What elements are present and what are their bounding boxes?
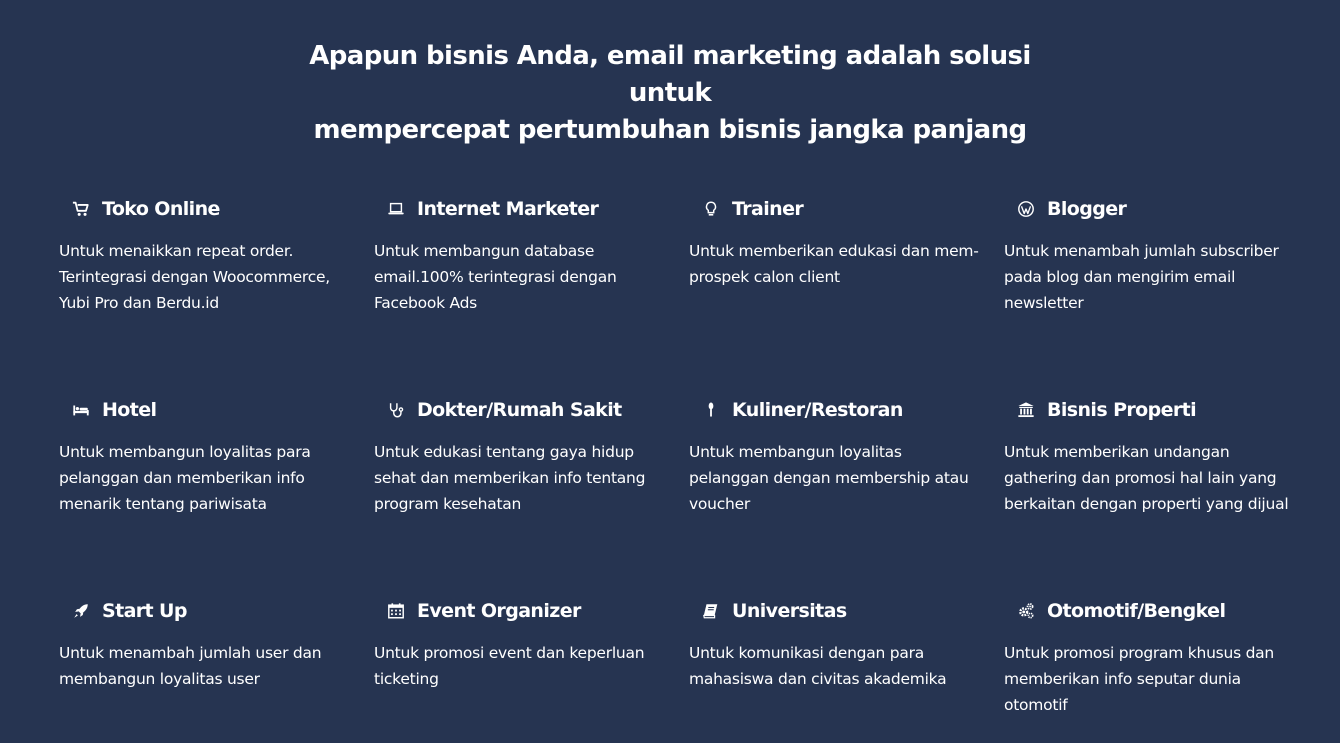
card-description: Untuk memberikan undangan gathering dan promosi hal lain yang berkaitan dengan properti yang dijual	[1004, 443, 1289, 513]
card-hotel	[59, 398, 349, 517]
card-title: Universitas	[732, 600, 847, 622]
card-bisnis-properti	[1004, 398, 1294, 517]
card-internet-marketer	[374, 197, 664, 316]
card-title: Dokter/Rumah Sakit	[417, 399, 622, 421]
shopping-cart-icon	[71, 199, 91, 219]
card-description: Untuk membangun loyalitas para pelanggan dan memberikan info menarik tentang pariwisata	[59, 443, 311, 513]
bank-icon	[1016, 400, 1036, 420]
wordpress-icon	[1016, 199, 1036, 219]
lightbulb-icon	[701, 199, 721, 219]
card-title: Toko Online	[102, 198, 220, 220]
card-description: Untuk menambah jumlah subscriber pada blog dan mengirim email newsletter	[1004, 242, 1279, 312]
card-dokter-rumah-sakit	[374, 398, 664, 517]
card-universitas	[689, 599, 979, 692]
card-title: Trainer	[732, 198, 804, 220]
card-description: Untuk menambah jumlah user dan membangun loyalitas user	[59, 644, 322, 688]
card-description: Untuk promosi program khusus dan memberikan info seputar dunia otomotif	[1004, 644, 1274, 714]
card-description: Untuk memberikan edukasi dan mem-prospek calon client	[689, 242, 979, 286]
card-event-organizer	[374, 599, 664, 692]
stethoscope-icon	[386, 400, 406, 420]
bed-icon	[71, 400, 91, 420]
headline-line-1: Apapun bisnis Anda, email marketing adalah solusi untuk	[309, 41, 1031, 108]
card-toko-online	[59, 197, 349, 316]
card-title: Event Organizer	[417, 600, 581, 622]
headline-line-2: mempercepat pertumbuhan bisnis jangka panjang	[313, 115, 1027, 145]
gears-icon	[1016, 601, 1036, 621]
card-start-up	[59, 599, 349, 692]
card-description: Untuk edukasi tentang gaya hidup sehat dan memberikan info tentang program kesehatan	[374, 443, 646, 513]
card-description: Untuk promosi event dan keperluan ticketing	[374, 644, 645, 688]
laptop-icon	[386, 199, 406, 219]
rocket-icon	[71, 601, 91, 621]
spoon-icon	[701, 400, 721, 420]
card-otomotif-bengkel	[1004, 599, 1294, 718]
card-title: Otomotif/Bengkel	[1047, 600, 1226, 622]
calendar-icon	[386, 601, 406, 621]
card-description: Untuk komunikasi dengan para mahasiswa dan civitas akademika	[689, 644, 947, 688]
card-trainer	[689, 197, 979, 290]
card-title: Start Up	[102, 600, 187, 622]
card-title: Bisnis Properti	[1047, 399, 1197, 421]
card-description: Untuk membangun loyalitas pelanggan dengan membership atau voucher	[689, 443, 969, 513]
card-blogger	[1004, 197, 1294, 316]
card-description: Untuk menaikkan repeat order. Terintegrasi dengan Woocommerce, Yubi Pro dan Berdu.id	[59, 242, 330, 312]
card-title: Blogger	[1047, 198, 1127, 220]
card-description: Untuk membangun database email.100% terintegrasi dengan Facebook Ads	[374, 242, 617, 312]
book-icon	[701, 601, 721, 621]
card-kuliner-restoran	[689, 398, 979, 517]
card-title: Kuliner/Restoran	[732, 399, 903, 421]
card-title: Hotel	[102, 399, 157, 421]
card-title: Internet Marketer	[417, 198, 599, 220]
